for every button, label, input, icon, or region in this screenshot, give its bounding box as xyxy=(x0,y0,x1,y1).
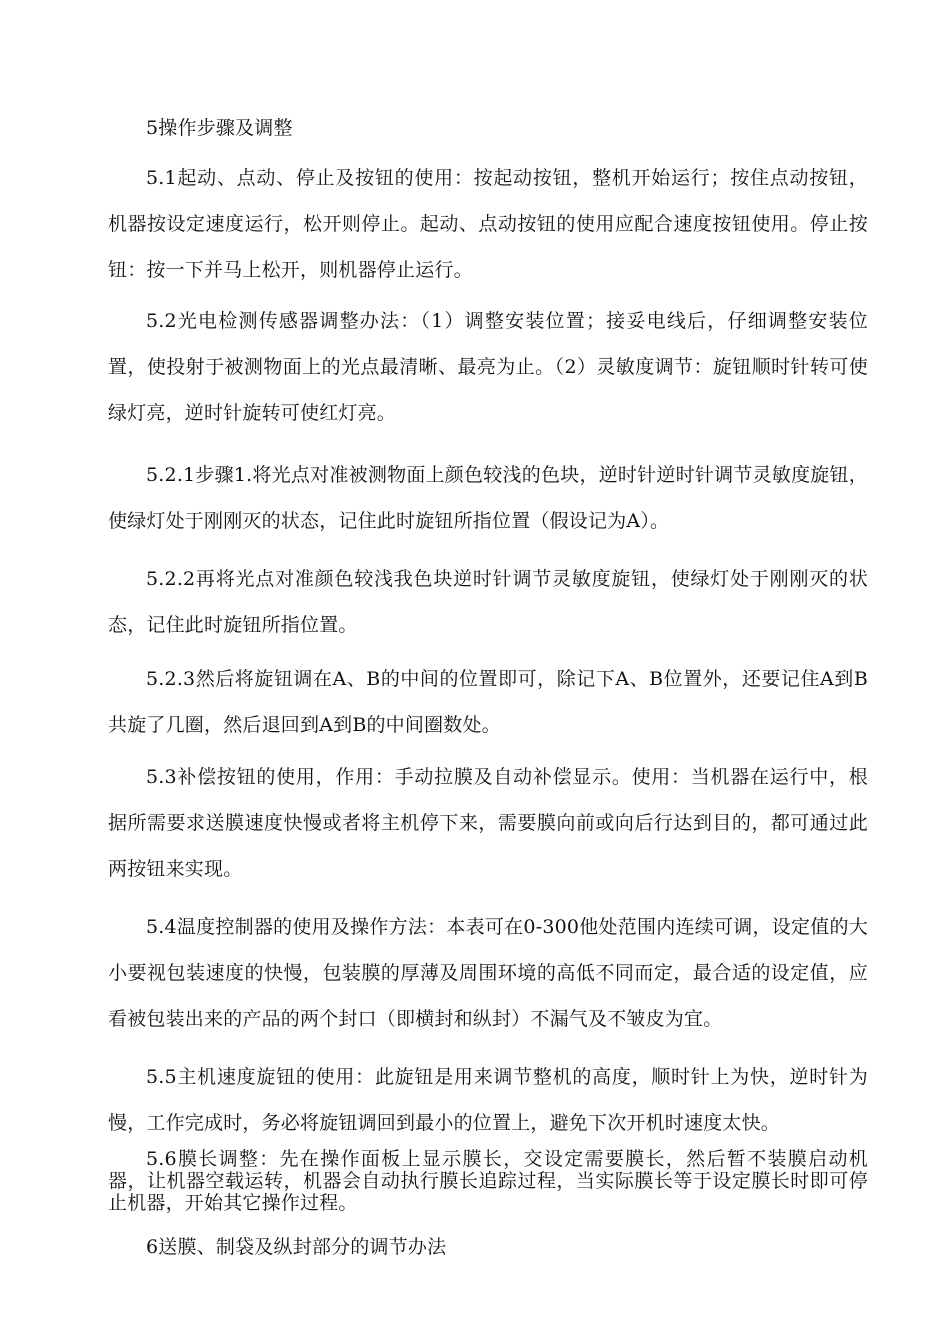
paragraph-5-2-2: 5.2.2再将光点对准颜色较浅我色块逆时针调节灵敏度旋钮，使绿灯处于刚刚灭的状态，记住此时旋钮所指位置。 xyxy=(108,568,868,636)
paragraph-5-1: 5.1起动、点动、停止及按钮的使用：按起动按钮，整机开始运行；按住点动按钮，机器按设定速度运行，松开则停止。起动、点动按钮的使用应配合速度按钮使用。停止按钮：按一下并马上松开，则机器停止运行。 xyxy=(108,167,868,281)
paragraph-5-2: 5.2光电检测传感器调整办法：（1）调整安装位置；接妥电线后，仔细调整安装位置，使投射于被测物面上的光点最清晰、最亮为止。（2）灵敏度调节：旋钮顺时针转可使绿灯亮，逆时针旋转可使红灯亮。 xyxy=(108,310,868,424)
paragraph-5-4: 5.4温度控制器的使用及操作方法：本表可在0-300他处范围内连续可调，设定值的大小要视包装速度的快慢，包装膜的厚薄及周围环境的高低不同而定，最合适的设定值，应看被包装出来的产品的两个封口（即横封和纵封）不漏气及不皱皮为宜。 xyxy=(108,916,868,1030)
section-heading-6: 6送膜、制袋及纵封部分的调节办法 xyxy=(146,1236,447,1258)
paragraph-5-2-3: 5.2.3然后将旋钮调在A、B的中间的位置即可，除记下A、B位置外，还要记住A到B共旋了几圈，然后退回到A到B的中间圈数处。 xyxy=(108,668,868,736)
paragraph-5-5: 5.5主机速度旋钮的使用：此旋钮是用来调节整机的高度，顺时针上为快，逆时针为慢，工作完成时，务必将旋钮调回到最小的位置上，避免下次开机时速度太快。 xyxy=(108,1066,868,1134)
paragraph-5-3: 5.3补偿按钮的使用，作用：手动拉膜及自动补偿显示。使用：当机器在运行中，根据所需要求送膜速度快慢或者将主机停下来，需要膜向前或向后行达到目的，都可通过此两按钮来实现。 xyxy=(108,766,868,880)
section-heading-5: 5操作步骤及调整 xyxy=(146,117,293,139)
paragraph-5-2-1: 5.2.1步骤1.将光点对准被测物面上颜色较浅的色块，逆时针逆时针调节灵敏度旋钮，使绿灯处于刚刚灭的状态，记住此时旋钮所指位置（假设记为A）。 xyxy=(108,464,868,532)
paragraph-5-6: 5.6膜长调整：先在操作面板上显示膜长，交设定需要膜长，然后暂不装膜启动机器，让机器空载运转，机器会自动执行膜长追踪过程，当实际膜长等于设定膜长时即可停止机器，开始其它操作过程。 xyxy=(108,1148,868,1214)
